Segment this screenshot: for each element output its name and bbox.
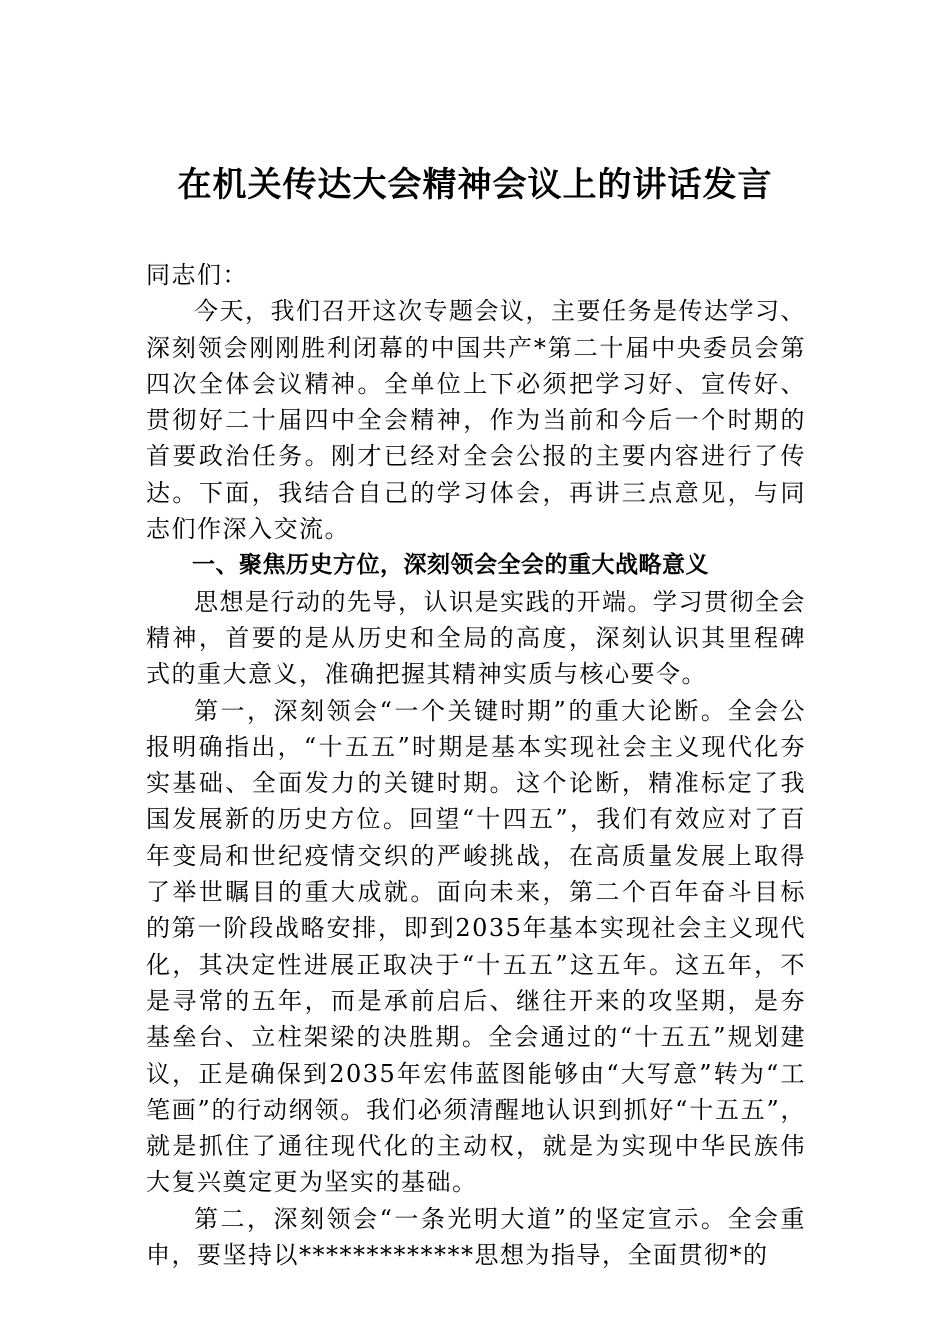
paragraph-intro: 今天，我们召开这次专题会议，主要任务是传达学习、深刻领会刚刚胜利闭幕的中国共产*第二十届中央委员会第四次全体会议精神。全单位上下必须把学习好、宣传好、贯彻好二十届四中全会精神，作为当前和今后一个时期的首要政治任务。刚才已经对全会公报的主要内容进行了传达。下面，我结合自己的学习体会，再讲三点意见，与同志们作深入交流。 <box>146 297 806 544</box>
document-body <box>146 257 806 1273</box>
paragraph-point-2: 第二，深刻领会“一条光明大道”的坚定宣示。全会重申，要坚持以*************思想为指导，全面贯彻*的 <box>146 1204 806 1270</box>
document-title: 在机关传达大会精神会议上的讲话发言 <box>177 165 773 205</box>
section-heading-1: 一、聚焦历史方位，深刻领会全会的重大战略意义 <box>192 552 709 579</box>
salutation: 同志们： <box>146 261 248 289</box>
paragraph-point-1: 第一，深刻领会“一个关键时期”的重大论断。全会公报明确指出，“十五五”时期是基本实现社会主义现代化夯实基础、全面发力的关键时期。这个论断，精准标定了我国发展新的历史方位。回望“十四五”，我们有效应对了百年变局和世纪疫情交织的严峻挑战，在高质量发展上取得了举世瞩目的重大成就。面向未来，第二个百年奋斗目标的第一阶段战略安排，即到2035年基本实现社会主义现代化，其决定性进展正取决于“十五五”这五年。这五年，不是寻常的五年，而是承前启后、继往开来的攻坚期，是夯基垒台、立柱架梁的决胜期。全会通过的“十五五”规划建议，正是确保到2035年宏伟蓝图能够由“大写意”转为“工笔画”的行动纲领。我们必须清醒地认识到抓好“十五五”，就是抓住了通往现代化的主动权，就是为实现中华民族伟大复兴奠定更为坚实的基础。 <box>146 696 806 1197</box>
paragraph-section-1-lead: 思想是行动的先导，认识是实践的开端。学习贯彻全会精神，首要的是从历史和全局的高度，深刻认识其里程碑式的重大意义，准确把握其精神实质与核心要令。 <box>146 587 806 689</box>
